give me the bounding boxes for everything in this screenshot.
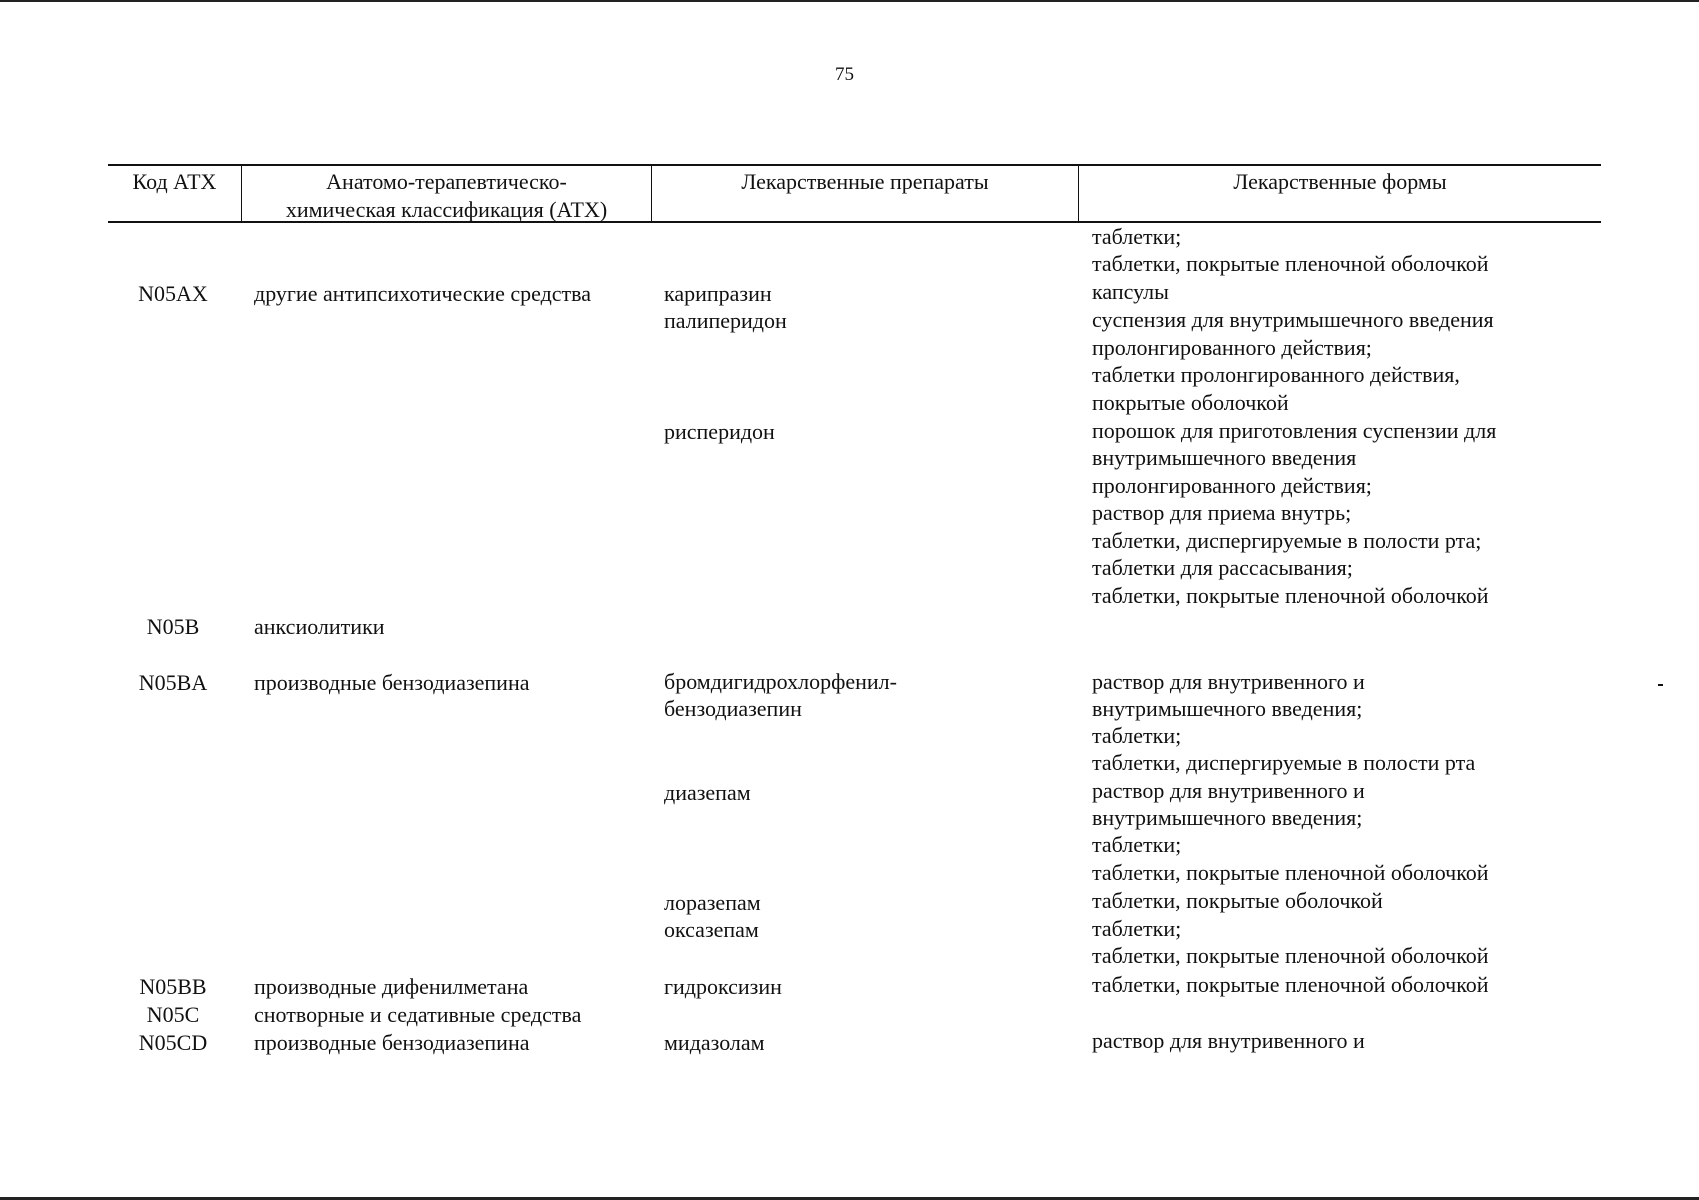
header-atc-line2: химическая классификация (АТХ): [285, 197, 608, 222]
drug-name: оксазепам: [664, 917, 759, 942]
dosage-form: пролонгированного действия;: [1092, 473, 1372, 498]
atc-code: N05C: [146, 1002, 200, 1027]
atc-name: другие антипсихотические средства: [254, 281, 592, 306]
dosage-form: раствор для внутривенного и: [1092, 669, 1365, 694]
dosage-form: таблетки, диспергируемые в полости рта: [1092, 750, 1476, 775]
atc-code: N05BA: [138, 670, 208, 695]
dosage-form: таблетки, покрытые пленочной оболочкой: [1092, 972, 1489, 997]
dosage-form: таблетки, покрытые пленочной оболочкой: [1092, 251, 1489, 276]
atc-name: снотворные и седативные средства: [254, 1002, 582, 1027]
dosage-form: таблетки для рассасывания;: [1092, 555, 1353, 580]
atc-name: производные бензодиазепина: [254, 670, 530, 695]
dosage-form: раствор для внутривенного и: [1092, 778, 1365, 803]
header-code: Код АТХ: [132, 169, 217, 194]
drug-name: мидазолам: [664, 1030, 765, 1055]
page-number: 75: [835, 64, 854, 85]
dosage-form: капсулы: [1092, 279, 1169, 304]
dosage-form: внутримышечного введения: [1092, 445, 1357, 470]
dosage-form: таблетки;: [1092, 832, 1182, 857]
drug-name: диазепам: [664, 780, 751, 805]
dosage-form: таблетки;: [1092, 916, 1182, 941]
dosage-form: таблетки, покрытые пленочной оболочкой: [1092, 583, 1489, 608]
atc-name: производные дифенилметана: [254, 974, 529, 999]
dosage-form: суспензия для внутримышечного введения: [1092, 307, 1494, 332]
dosage-form: таблетки, диспергируемые в полости рта;: [1092, 528, 1482, 553]
dosage-form: раствор для приема внутрь;: [1092, 500, 1352, 525]
dosage-form: раствор для внутривенного и: [1092, 1028, 1365, 1053]
dosage-form: таблетки, покрытые пленочной оболочкой: [1092, 860, 1489, 885]
dosage-form: таблетки;: [1092, 224, 1182, 249]
dosage-form: таблетки;: [1092, 723, 1182, 748]
atc-name: анксиолитики: [254, 614, 385, 639]
dosage-form: внутримышечного введения;: [1092, 805, 1363, 830]
dosage-form: внутримышечного введения;: [1092, 696, 1363, 721]
atc-code: N05B: [146, 614, 200, 639]
atc-name: производные бензодиазепина: [254, 1030, 530, 1055]
table-top-rule: [108, 164, 1601, 166]
drug-name: бромдигидрохлорфенил-: [664, 669, 897, 694]
scan-artifact-mark: [1658, 684, 1663, 686]
drug-name: палиперидон: [664, 308, 787, 333]
header-drugs: Лекарственные препараты: [741, 169, 989, 194]
dosage-form: пролонгированного действия;: [1092, 335, 1372, 360]
scan-border-top: [0, 0, 1699, 2]
dosage-form: таблетки пролонгированного действия,: [1092, 362, 1460, 387]
drug-name: гидроксизин: [664, 974, 782, 999]
dosage-form: таблетки, покрытые пленочной оболочкой: [1092, 943, 1489, 968]
drug-name: лоразепам: [664, 890, 761, 915]
dosage-form: таблетки, покрытые оболочкой: [1092, 888, 1383, 913]
header-forms: Лекарственные формы: [1233, 169, 1447, 194]
atc-code: N05CD: [138, 1030, 208, 1055]
drug-name: бензодиазепин: [664, 696, 802, 721]
header-atc-line1: Анатомо-терапевтическо-: [326, 169, 567, 194]
atc-code: N05BB: [139, 974, 207, 999]
dosage-form: покрытые оболочкой: [1092, 390, 1289, 415]
atc-code: N05AX: [138, 281, 208, 306]
drug-name: карипразин: [664, 281, 772, 306]
drug-name: рисперидон: [664, 419, 775, 444]
dosage-form: порошок для приготовления суспензии для: [1092, 418, 1497, 443]
